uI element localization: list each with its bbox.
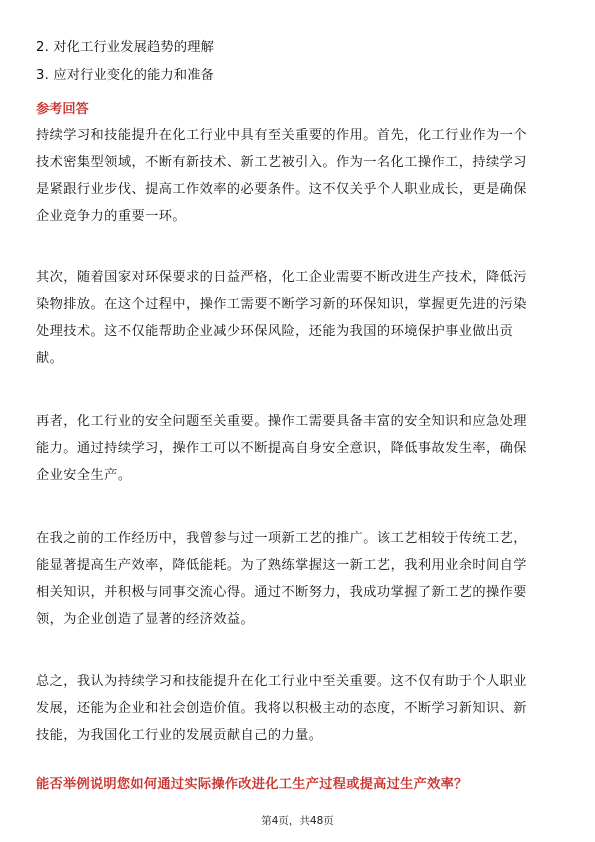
answer-paragraph bbox=[36, 264, 560, 372]
next-question-heading: 能否举例说明您如何通过实际操作改进化工生产过程或提高过生产效率？ bbox=[36, 777, 468, 792]
text-line: 企业竞争力的重要一环。 bbox=[36, 209, 187, 224]
text-line: 持续学习和技能提升在化工行业中具有至关重要的作用。首先，化工行业作为一个 bbox=[36, 128, 527, 143]
text-line: 能显著提高生产效率，降低能耗。为了熟练掌握这一新工艺，我利用业余时间自学 bbox=[36, 558, 527, 573]
text-line: 总之，我认为持续学习和技能提升在化工行业中至关重要。这不仅有助于个人职业 bbox=[36, 674, 527, 689]
text-line: 其次，随着国家对环保要求的日益严格，化工企业需要不断改进生产技术，降低污 bbox=[36, 270, 527, 285]
text-line: 是紧跟行业步伐、提高工作效率的必要条件。这不仅关乎个人职业成长，更是确保 bbox=[36, 182, 527, 197]
text-line: 再者，化工行业的安全问题至关重要。操作工需要具备丰富的安全知识和应急处理 bbox=[36, 414, 527, 429]
list-item: 2. 对化工行业发展趋势的理解 bbox=[36, 40, 215, 55]
text-line: 技术密集型领域，不断有新技术、新工艺被引入。作为一名化工操作工，持续学习 bbox=[36, 155, 527, 170]
text-line: 发展，还能为企业和社会创造价值。我将以积极主动的态度，不断学习新知识、新 bbox=[36, 701, 527, 716]
answer-paragraph bbox=[36, 408, 560, 489]
text-line: 技能，为我国化工行业的发展贡献自己的力量。 bbox=[36, 728, 323, 743]
text-line: 能力。通过持续学习，操作工可以不断提高自身安全意识，降低事故发生率，确保 bbox=[36, 441, 527, 456]
text-line: 相关知识，并积极与同事交流心得。通过不断努力，我成功掌握了新工艺的操作要 bbox=[36, 585, 527, 600]
page-number: 第4页，共48页 bbox=[261, 815, 334, 827]
text-line: 染物排放。在这个过程中，操作工需要不断学习新的环保知识，掌握更先进的污染 bbox=[36, 297, 527, 312]
answer-paragraph bbox=[36, 668, 560, 749]
text-line: 在我之前的工作经历中，我曾参与过一项新工艺的推广。该工艺相较于传统工艺， bbox=[36, 531, 527, 546]
list-item: 3. 应对行业变化的能力和准备 bbox=[36, 68, 215, 83]
text-line: 企业安全生产。 bbox=[36, 468, 132, 483]
answer-label: 参考回答 bbox=[36, 102, 89, 117]
answer-paragraph bbox=[36, 122, 560, 230]
text-line: 献。 bbox=[36, 351, 64, 366]
text-line: 处理技术。这不仅能帮助企业减少环保风险，还能为我国的环境保护事业做出贡 bbox=[36, 324, 514, 339]
answer-paragraph bbox=[36, 525, 560, 633]
text-line: 领，为企业创造了显著的经济效益。 bbox=[36, 612, 255, 627]
